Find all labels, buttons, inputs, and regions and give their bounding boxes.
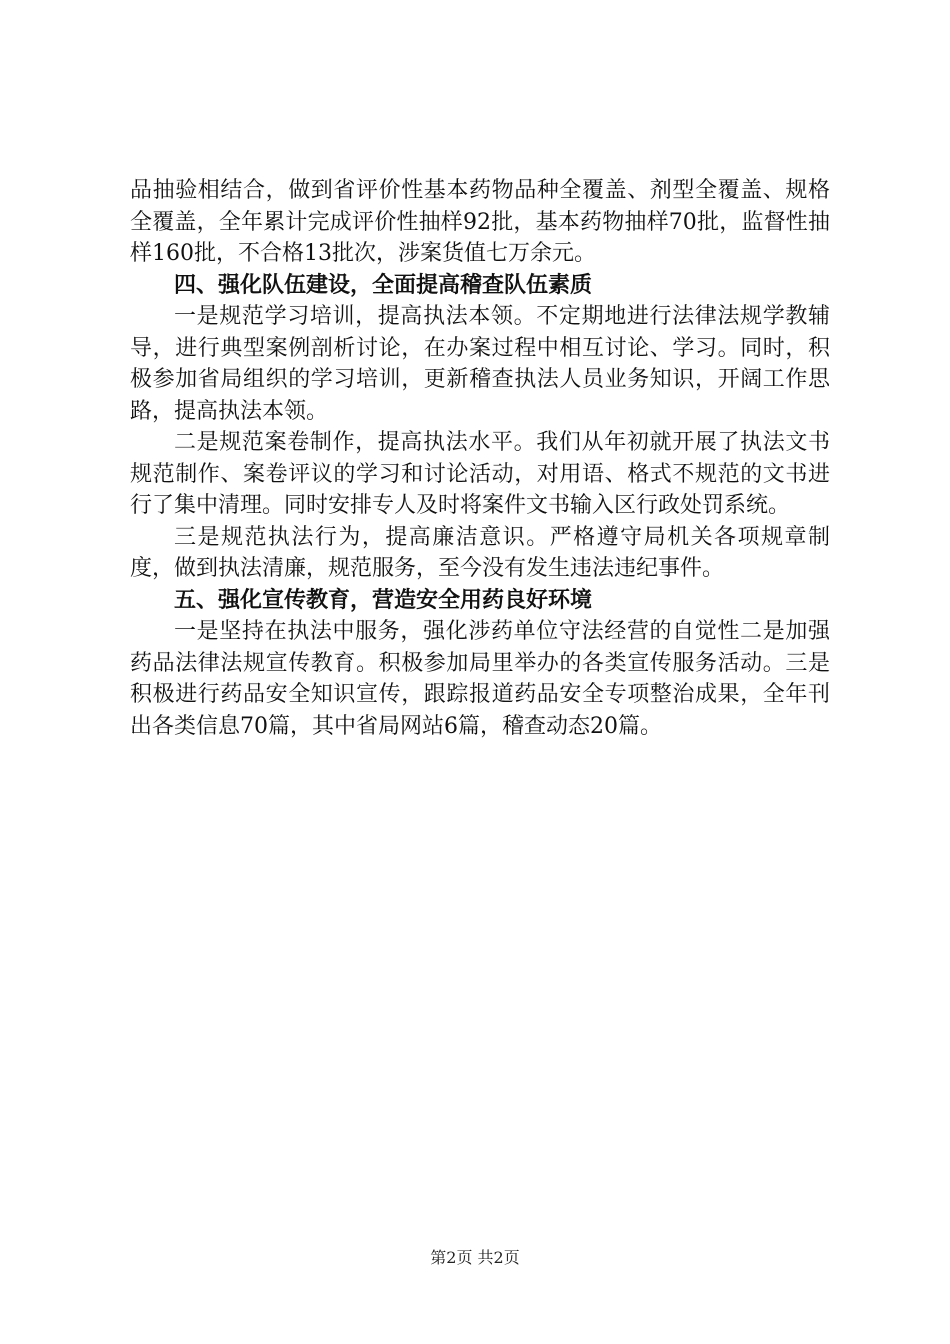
section-heading-publicity: 五、强化宣传教育，营造安全用药良好环境 [174,587,593,613]
paragraph-publicity-education: 一是坚持在执法中服务，强化涉药单位守法经营的自觉性二是加强药品法律法规宣传教育。积极参加局里举办的各类宣传服务活动。三是积极进行药品安全知识宣传，跟踪报道药品安全专项整治成果，全年刊出各类信息70篇，其中省局网站6篇，稽查动态20篇。 [130,619,830,739]
page-number-footer: 第2页 共2页 [430,1248,520,1267]
paragraph-case-files: 二是规范案卷制作，提高执法水平。我们从年初就开展了执法文书规范制作、案卷评议的学习和讨论活动，对用语、格式不规范的文书进行了集中清理。同时安排专人及时将案件文书输入区行政处罚系统。 [130,430,830,518]
paragraph-sampling-results: 品抽验相结合，做到省评价性基本药物品种全覆盖、剂型全覆盖、规格全覆盖，全年累计完成评价性抽样92批，基本药物抽样70批，监督性抽样160批，不合格13批次，涉案货值七万余元。 [130,178,830,266]
document-body [130,175,830,742]
section-heading-team-building: 四、强化队伍建设，全面提高稽查队伍素质 [174,272,593,298]
paragraph-enforcement-conduct: 三是规范执法行为，提高廉洁意识。严格遵守局机关各项规章制度，做到执法清廉，规范服务，至今没有发生违法违纪事件。 [130,524,830,581]
paragraph-training: 一是规范学习培训，提高执法本领。不定期地进行法律法规学教辅导，进行典型案例剖析讨论，在办案过程中相互讨论、学习。同时，积极参加省局组织的学习培训，更新稽查执法人员业务知识，开阔工作思路，提高执法本领。 [130,304,830,424]
